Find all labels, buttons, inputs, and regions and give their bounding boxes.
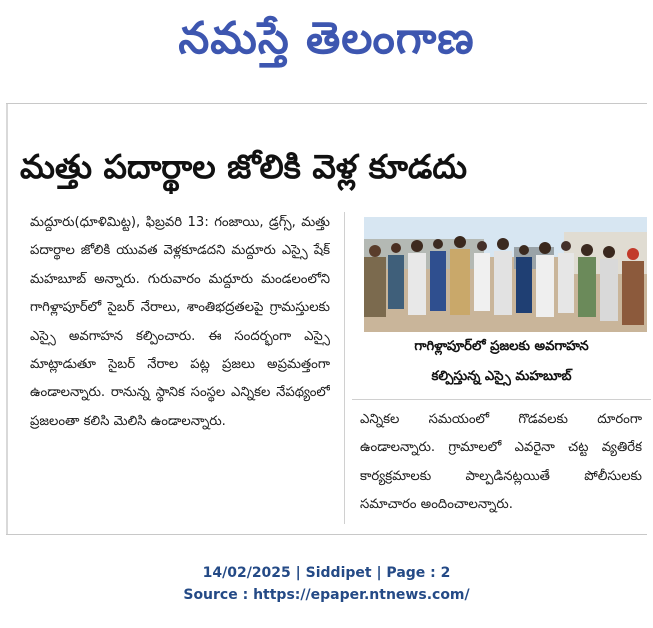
caption-divider xyxy=(352,399,651,400)
footer-source: Source : https://epaper.ntnews.com/ xyxy=(183,587,470,603)
article-photo xyxy=(364,217,647,332)
left-margin-bar xyxy=(6,104,8,534)
article-headline: మత్తు పదార్థాల జోలికి వెళ్ల కూడదు xyxy=(20,147,468,186)
footer-date-edition-page: 14/02/2025 | Siddipet | Page : 2 xyxy=(202,565,451,581)
masthead-title: నమస్తే తెలంగాణ xyxy=(178,13,475,64)
article-body-right: ఎన్నికల సమయంలో గొడవలకు దూరంగా ఉండాలన్నారు. గ్రామాలలో ఎవరైనా చట్ట వ్యతిరేక కార్యక్రమాలకు పాల్పడినట్లయితే పోలీసులకు సమాచారం అందించాలన్నారు. xyxy=(360,412,642,513)
photo-caption xyxy=(352,332,651,396)
footer xyxy=(0,562,653,606)
photo-group-of-people xyxy=(364,217,647,332)
photo-caption-line-2: కల్పిస్తున్న ఎస్సై మహబూబ్ xyxy=(431,369,572,384)
article-body-left: మద్దూరు(ధూళిమిట్ట), ఫిబ్రవరి 13: గంజాయి, డ్రగ్స్, మత్తు పదార్థాల జోలికి యువత వెళ్లకూడదని మద్దూరు ఎస్సై షేక్ మహబూబ్ అన్నారు. గురువారం మద్దూరు మండలంలోని గాగిళ్లాపూర్‌లో సైబర్ నేరాలు, శాంతిభద్రతలపై గ్రామస్తులకు ఎస్సై అవగాహన కల్పించారు. ఈ సందర్భంగా ఎస్సై మాట్లాడుతూ సైబర్ నేరాల పట్ల ప్రజలు అప్రమత్తంగా ఉండాలన్నారు. రానున్న స్థానిక సంస్థల ఎన్నికల నేపథ్యంలో ప్రజలంతా కలిసి మెలిసి ఉండాలన్నారు. xyxy=(30,215,330,429)
top-divider xyxy=(6,103,647,104)
photo-caption-line-1: గాగిళ్లాపూర్‌లో ప్రజలకు అవగాహన xyxy=(414,339,589,354)
column-divider xyxy=(344,212,345,524)
bottom-divider xyxy=(6,534,647,535)
